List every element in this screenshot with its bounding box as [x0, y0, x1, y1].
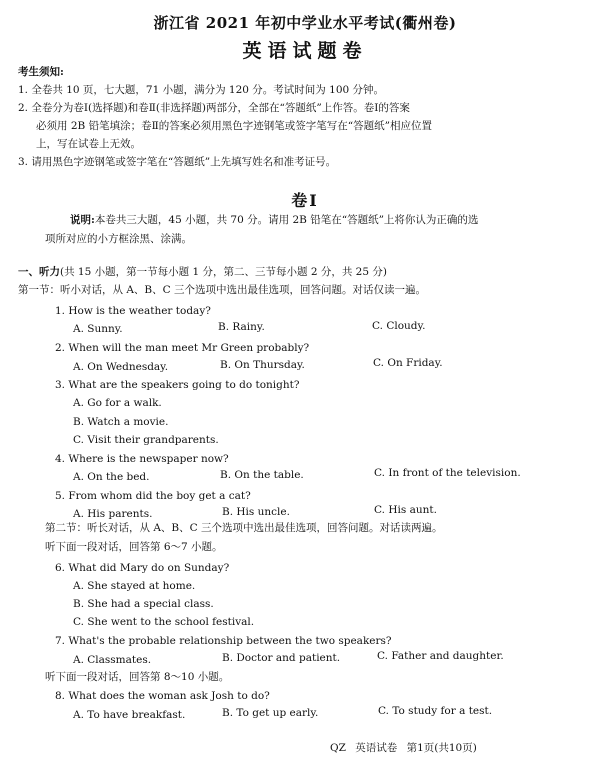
notice-item: 上，写在试卷上无效。 [36, 138, 141, 150]
section-note-line2: 项所对应的小方框涂黑、涂满。 [45, 233, 192, 245]
question: 5. From whom did the boy get a cat? [55, 490, 251, 502]
option-a: A. On Wednesday. [73, 361, 169, 373]
option-b: B. Watch a movie. [73, 416, 169, 428]
option-c: C. His aunt. [374, 504, 437, 516]
option-b: B. His uncle. [222, 506, 290, 518]
question: 4. Where is the newspaper now? [55, 453, 229, 465]
exam-title: 浙江省 2021 年初中学业水平考试(衢州卷) [153, 14, 457, 32]
option-a: A. Sunny. [73, 323, 123, 335]
option-c: C. To study for a test. [378, 705, 493, 717]
option-a: A. His parents. [73, 508, 153, 520]
option-c: C. In front of the television. [374, 467, 521, 479]
question: 6. What did Mary do on Sunday? [55, 562, 230, 574]
question: 8. What does the woman ask Josh to do? [55, 690, 270, 702]
notice-item: 2. 全卷分为卷Ⅰ(选择题)和卷Ⅱ(非选择题)两部分，全部在“答题纸”上作答。卷Ⅰ的答案 [18, 102, 410, 114]
option-a: A. On the bed. [73, 471, 150, 483]
section-title: 卷Ⅰ [291, 191, 319, 210]
notice-item: 必须用 2B 铅笔填涂；卷Ⅱ的答案必须用黑色字迹钢笔或签字笔写在“答题纸”相应位置 [36, 120, 432, 132]
listening-part2: 第二节：听长对话，从 A、B、C 三个选项中选出最佳选项，回答问题。对话读两遍。 [45, 522, 443, 534]
listening-heading-bold: 一、听力 [18, 266, 60, 278]
option-b: B. She had a special class. [73, 598, 214, 610]
option-b: B. On Thursday. [220, 359, 305, 371]
option-c: C. Visit their grandparents. [73, 434, 219, 446]
listening-heading-rest: (共 15 小题，第一节每小题 1 分，第二、三节每小题 2 分，共 25 分) [60, 266, 387, 278]
page-footer: QZ 英语试卷 第1页(共10页) [330, 742, 477, 754]
subject-title: 英语试题卷 [242, 40, 368, 62]
listening-part1: 第一节：听小对话，从 A、B、C 三个选项中选出最佳选项，回答问题。对话仅读一遍。 [18, 284, 427, 296]
option-c: C. On Friday. [373, 357, 443, 369]
option-a: A. She stayed at home. [73, 580, 196, 592]
notice-label: 考生须知: [18, 66, 64, 78]
notice-item: 3. 请用黑色字迹钢笔或签字笔在“答题纸”上先填写姓名和准考证号。 [18, 156, 337, 168]
note-label: 说明: [70, 214, 95, 226]
question: 3. What are the speakers going to do tonight? [55, 379, 300, 391]
option-b: B. Rainy. [218, 321, 265, 333]
section-note [70, 214, 478, 227]
option-c: C. Cloudy. [372, 320, 426, 332]
option-c: C. She went to the school festival. [73, 616, 255, 628]
option-c: C. Father and daughter. [377, 650, 504, 662]
question: 1. How is the weather today? [55, 305, 211, 317]
option-b: B. To get up early. [222, 707, 319, 719]
option-a: A. To have breakfast. [73, 709, 186, 721]
listening-intro-6-7: 听下面一段对话，回答第 6～7 小题。 [45, 541, 223, 553]
listening-heading [18, 266, 387, 279]
option-b: B. On the table. [220, 469, 304, 481]
listening-intro-8-10: 听下面一段对话，回答第 8～10 小题。 [45, 671, 230, 683]
option-a: A. Classmates. [73, 654, 152, 666]
question: 7. What's the probable relationship between the two speakers? [55, 635, 392, 647]
option-a: A. Go for a walk. [73, 397, 162, 409]
notice-item: 1. 全卷共 10 页，七大题，71 小题，满分为 120 分。考试时间为 100 分钟。 [18, 84, 385, 96]
option-b: B. Doctor and patient. [222, 652, 341, 664]
note-text: 本卷共三大题，45 小题，共 70 分。请用 2B 铅笔在“答题纸”上将你认为正确的选 [94, 214, 479, 226]
question: 2. When will the man meet Mr Green probably? [55, 342, 310, 354]
